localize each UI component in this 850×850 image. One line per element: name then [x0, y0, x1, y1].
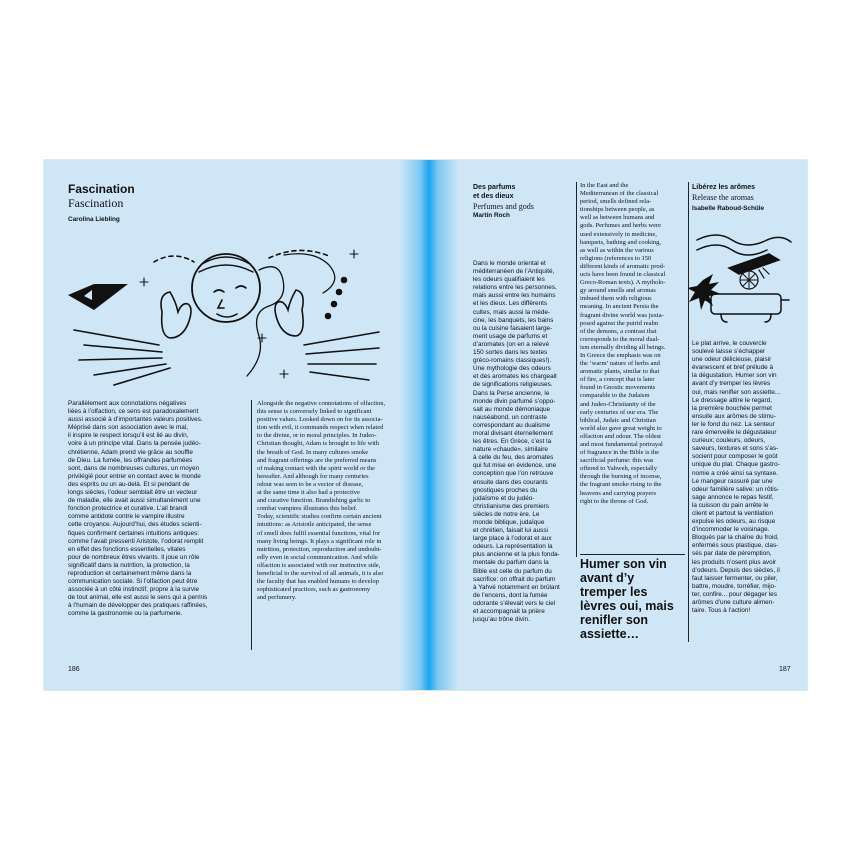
article-text-fr: Parallèlement aux connotations négatives liées à l’olfaction, ce sens est paradoxalement aussi associé à d’importantes valeurs positives. Méprisé dans son association avec le mal, il inspire le respect lorsqu’il est lié au divin, voire à un principe vital. Dans la pensée judéo- chrétienne, Adam prend vie grâce au souffle de Dieu. La fumée, les offrandes parfumées sont, dans de nombreuses cultures, un moyen privilégié pour entrer en contact avec le monde des esprits ou un au-delà. Et si pendant de longs siècles, l’odeur semblait être un vecteur de maladie, elle avait aussi simultanément une fonction protectrice et curative. L’ail brandi comme antidote contre le vampire illustre cette croyance. Aujourd’hui, des études scienti- fiques confirment certaines intuitions antiques: comme l’avait pressenti Aristote, l’odorat remplit en effet des fonctions essentielles, vitales pour de nombreux êtres vivants. Il joue un rôle significatif dans la nutrition, la protection, la reproduction et certainement même dans la communication sociale. Si l’olfaction peut être associée à un côté instinctif, propre à la survie de tout animal, elle est aussi le sens qui a permis à l’humain de développer des pratiques raffinées, comme la gastronomie ou la parfumerie.	[68, 400, 208, 618]
spine-gutter	[399, 160, 459, 690]
article2-author: Isabelle Raboud-Schüle	[692, 205, 765, 212]
column-divider	[576, 182, 577, 557]
right-page	[427, 160, 807, 690]
article1-subtitle: Perfumes and gods	[473, 202, 534, 211]
pullquote-divider	[580, 554, 685, 555]
article1-author: Martin Roch	[473, 212, 510, 219]
article-text-en: Alongside the negative connotations of olfaction, this sense is conversely linked to significant positive values. Looked down on for its associa- tion with evil, it commands respect when related to the divine, or to moral principles. In Judeo- Christian thought, Adam is brought to life with the breath of God. In many cultures smoke and fragrant offerings are the preferred means of making contact with the spirit world or the hereafter. And although for many centuries odour was seen to be a vector of disease, at the same time it also had a protective and curative function. Brandishing garlic to combat vampires illustrates this belief. Today, scientific studies confirm certain ancient intuitions: as Aristotle anticipated, the sense of smell does fulfil essential functions, vital for many living beings. It plays a significant role in nutrition, protection, reproduction and undoubt- edly even in social communication. And while olfaction is associated with our instinctive side, beneficial to the survival of all animals, it is also the faculty that has enabled humans to develop sophisticated practices, such as gastronomy and perfumery.	[257, 400, 386, 602]
column-divider	[251, 400, 252, 650]
pull-quote: Humer son vin avant d’y tremper les lèvres oui, mais renifler son assiette…	[580, 557, 674, 641]
page-title: Fascination	[68, 182, 135, 196]
article2-subtitle: Release the aromas	[692, 193, 754, 202]
left-page	[44, 160, 427, 690]
page-subtitle: Fascination	[68, 196, 124, 210]
magazine-spread	[44, 160, 807, 690]
fascination-illustration	[54, 240, 384, 390]
page-number-left: 186	[68, 666, 80, 673]
article1-text-en: In the East and the Mediterranean of the classical period, smells defined rela- tionships between people, as well as between humans and gods. Perfumes and herbs were used extensively in medicine, banquets, bathing and cooking, as well as within the various religions (references to 150 different kinds of aromatic prod- ucts have been found in classical Greco-Roman texts). A mytholo- gy around smells and aromas imbued them with religious meaning. In ancient Persia the fragrant divine world was juxta- posed against the putrid realm of the demons, a contrast that corresponds to the moral dual- ism eternally dividing all beings. In Greece the emphasis was on the ‘warm’ nature of herbs and aromatic plants, similar to that of fire, a concept that is later found in Gnostic movements comparable to the Judaism and Judeo-Christianity of the early centuries of our era. The biblical, Judaic and Christian world also gave great weight to olfaction and odour. The oldest and most fundamental portrayal of fragrance in the Bible is the sacrificial perfume: this was offered to Yahweh, especially through the burning of incense, the fragrant smoke rising to the heavens and carrying prayers right to the throne of God.	[580, 182, 666, 505]
author-name: Carolina Liebling	[68, 216, 120, 223]
article2-title: Libérez les arômes	[692, 184, 756, 191]
article1-title: Des parfums et des dieux	[473, 184, 516, 200]
article2-text-fr: Le plat arrive, le couvercle soulevé laisse s’échapper une odeur délicieuse, plaisir évanescent et bref prélude à la dégustation. Humer son vin avant d’y tremper les lèvres oui, mais renifler son assiette... Le dressage attire le regard, la première bouchée permet ensuite aux arômes de stimu- ler le fond du nez. La senteur rare émerveille le dégustateur curieux; couleurs, odeurs, saveurs, textures et sons s’as- socient pour composer le goût unique du plat. Chaque gastro- nomie a créé ainsi sa syntaxe. Le mangeur rassuré par une odeur familière salive: un rôtis- sage annonce le repas festif, la cuisson du pain arrête le client et partout la ventilation expulse les odeurs, au risque d’incommoder le voisinage. Bloqués par la chaîne du froid, enfermés sous plastique, clas- sés par date de péremption, les produits n’osent plus avoir d’odeurs. Depuis des siècles, il faut laisser fermenter, ou piler, battre, moudre, torréfier, mijo- ter, confire... pour dégager les arômes d’une culture alimen- taire. Tous à l’action!	[692, 340, 781, 615]
cooking-pot-illustration	[689, 220, 799, 330]
article1-text-fr: Dans le monde oriental et méditerranéen de l’Antiquité, les odeurs qualifiaient les relations entre les personnes, mais aussi entre les humains et les dieux. Les différents cultes, mais aussi la méde- cine, les banquets, les bains ou la cuisine faisaient largе- ment usage de parfums et d’aromates (on en a relevé 150 sortes dans les textes gréco-romains classiques!). Une mythologie des odeurs et des aromates les chargeait de significations religieuses. Dans la Perse ancienne, le monde divin parfumé s’oppo- sait au monde démoniaque nauséabond, un contraste correspondant au dualisme moral divisant éternellement les êtres. En Grèce, c’est la nature «chaude», similaire à celle du feu, des aromates qui fut mise en évidence, une conception que l’on retrouve ensuite dans des courants gnostiques proches du judaïsme et du judéo- christianisme des premiers siècles de notre ère. Le monde biblique, judaïque et chrétien, faisait lui aussi large place à l’odorat et aux odeurs. La représentation la plus ancienne et la plus fonda- mentale du parfum dans la Bible est celle du parfum du sacrifice: on offrait du parfum à Yahvé notamment en brûlant de l’encens, dont la fumée odorante s’élevait vers le ciel et accompagnait la prière jusqu’au trône divin.	[473, 260, 560, 624]
page-number-right: 187	[779, 666, 791, 673]
